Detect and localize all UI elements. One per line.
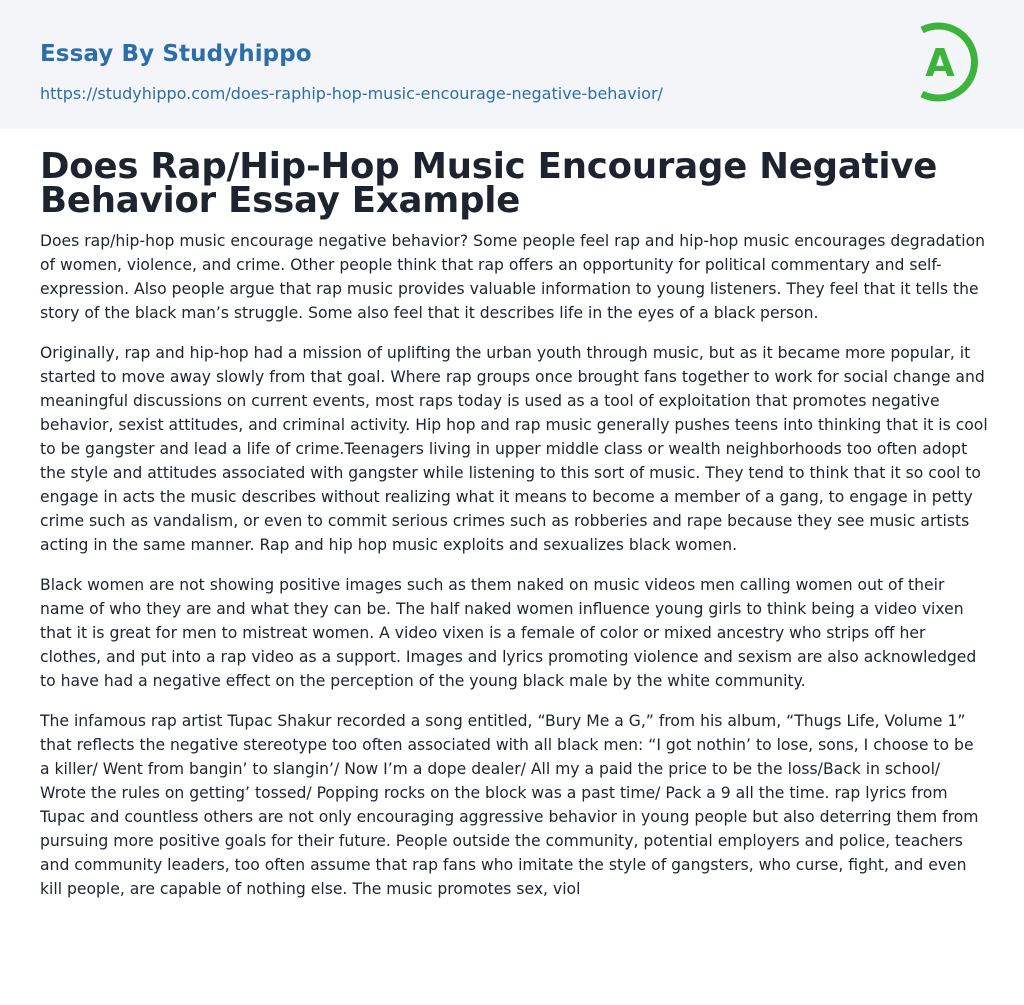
essay-paragraph: The infamous rap artist Tupac Shakur recorded a song entitled, “Bury Me a G,” from his album, “Thugs Life, Volume 1” that reflects the negative stereotype too often associated with all black men: “I got nothin’ to lose, sons, I choose to be a killer/ Went from bangin’ to slangin’/ Now I’m a dope dealer/ All my a paid the price to be the loss/Back in school/ Wrote the rules on getting’ tossed/ Popping rocks on the block was a past time/ Pack a 9 all the time. rap lyrics from Tupac and countless others are not only encouraging aggressive behavior in young people but also deterring them from pursuing more positive goals for their future. People outside the community, potential employers and police, teachers and community leaders, too often assume that rap fans who imitate the style of gangsters, who curse, fight, and even kill people, are capable of nothing else. The music promotes sex, viol (40, 712, 979, 898)
essay-paragraph: Black women are not showing positive images such as them naked on music videos men calling women out of their name of who they are and what they can be. The half naked women influence young girls to think being a video vixen that it is great for men to mistreat women. A video vixen is a female of color or mixed ancestry who strips off her clothes, and put into a rap video as a support. Images and lyrics promoting violence and sexism are also acknowledged to have had a negative effect on the perception of the young black male by the white community. (40, 576, 977, 690)
logo-letter: A (925, 41, 955, 85)
site-brand[interactable]: Essay By Studyhippo (40, 41, 312, 67)
page-header (0, 0, 1024, 129)
essay-url-link[interactable]: https://studyhippo.com/does-raphip-hop-music-encourage-negative-behavior/ (40, 84, 663, 103)
essay-title: Does Rap/Hip-Hop Music Encourage Negative Behavior Essay Example (40, 146, 938, 221)
essay-body (40, 229, 988, 951)
essay-paragraph: Originally, rap and hip-hop had a mission of uplifting the urban youth through music, but as it became more popular, it started to move away slowly from that goal. Where rap groups once brought fans together to work for social change and meaningful discussions on current events, most raps today is used as a tool of exploitation that promotes negative behavior, sexist attitudes, and criminal activity. Hip hop and rap music generally pushes teens into thinking that it is cool to be gangster and lead a life of crime.Teenagers living in upper middle class or wealth neighborhoods too often adopt the style and attitudes associated with gangster while listening to this sort of music. They tend to think that it so cool to engage in acts the music describes without realizing what it means to become a member of a gang, to engage in petty crime such as vandalism, or even to commit serious crimes such as robberies and rape because they see music artists acting in the same manner. Rap and hip hop music exploits and sexualizes black women. (40, 344, 988, 554)
studyhippo-logo-icon[interactable] (910, 18, 988, 106)
essay-paragraph: Does rap/hip-hop music encourage negative behavior? Some people feel rap and hip-hop music encourages degradation of women, violence, and crime. Other people think that rap offers an opportunity for political commentary and self-expression. Also people argue that rap music provides valuable information to young listeners. They feel that it tells the story of the black man’s struggle. Some also feel that it describes life in the eyes of a black person. (40, 232, 985, 322)
